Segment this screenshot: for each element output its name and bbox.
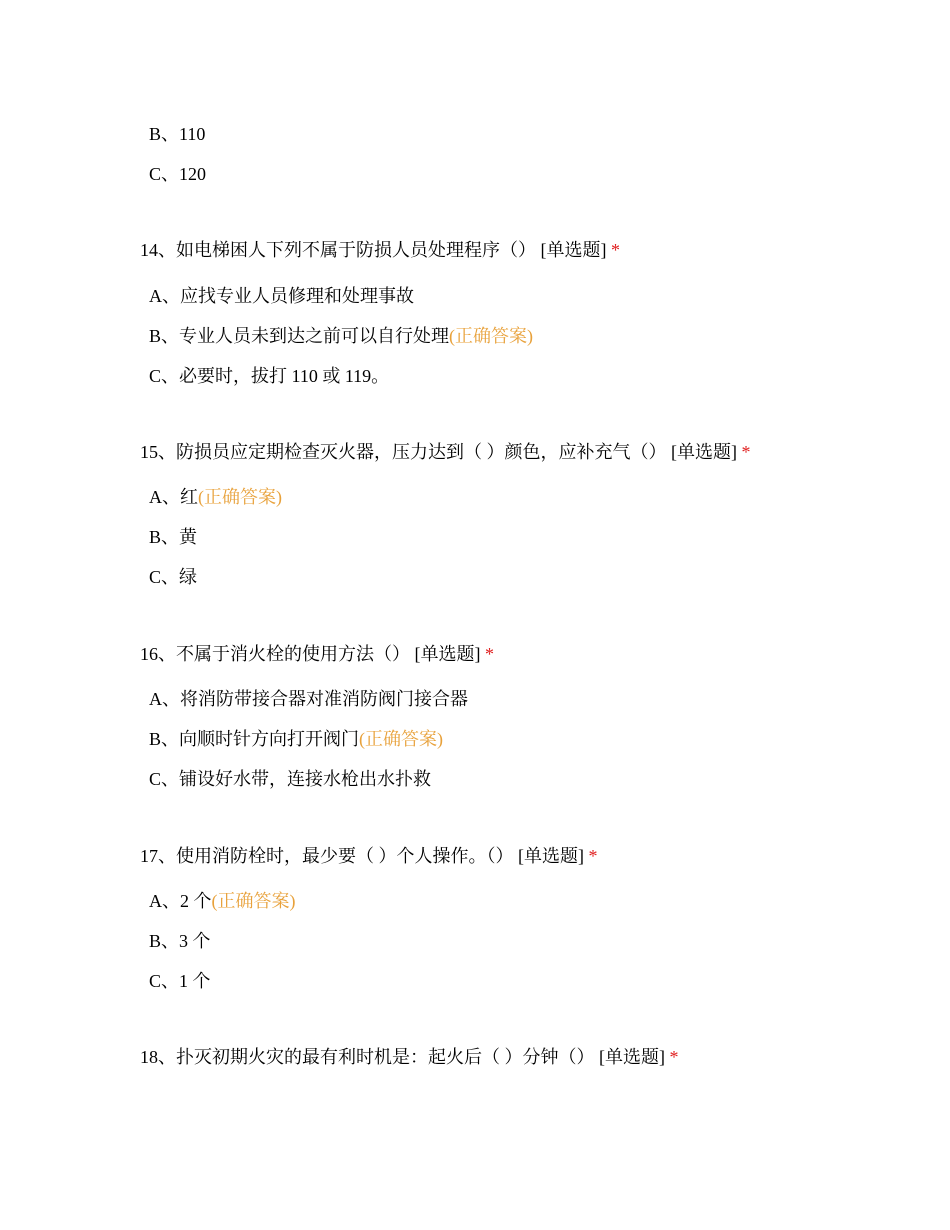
option-text: B、110: [149, 124, 206, 144]
option-item: [149, 324, 533, 348]
option-item: [149, 162, 206, 186]
option-item: [149, 565, 197, 589]
question-type-tag: [单选题]: [671, 442, 737, 462]
question-title: [140, 440, 751, 464]
question-title: [140, 238, 620, 262]
question-title: [140, 642, 494, 666]
option-text: B、黄: [149, 527, 198, 547]
required-mark: *: [485, 644, 494, 664]
option-item: [149, 767, 431, 791]
question-title: [140, 844, 598, 868]
option-text: C、必要时，拔打 110 或 119。: [149, 366, 390, 386]
question-text: 15、防损员应定期检查灭火器，压力达到（ ）颜色，应补充气（）: [140, 442, 667, 462]
required-mark: *: [588, 846, 598, 866]
question-text: 18、扑灭初期火灾的最有利时机是：起火后（ ）分钟（）: [140, 1047, 595, 1067]
option-item: [149, 122, 205, 146]
option-item: [149, 929, 211, 953]
question-type-tag: [单选题]: [414, 644, 481, 664]
option-text: A、红: [149, 487, 198, 507]
option-text: C、120: [149, 164, 207, 184]
question-text: 17、使用消防栓时，最少要（ ）个人操作。（）: [140, 846, 514, 866]
option-text: B、向顺时针方向打开阀门: [149, 729, 360, 749]
option-text: A、2 个: [149, 891, 212, 911]
question-type-tag: [单选题]: [518, 846, 584, 866]
option-item: [149, 485, 282, 509]
option-text: B、3 个: [149, 931, 211, 951]
option-text: A、应找专业人员修理和处理事故: [149, 286, 414, 306]
required-mark: *: [669, 1047, 679, 1067]
question-text: 16、不属于消火栓的使用方法（）: [140, 644, 410, 664]
option-item: [149, 889, 296, 913]
required-mark: *: [611, 240, 620, 260]
option-item: [149, 727, 443, 751]
correct-answer-tag: (正确答案): [359, 729, 444, 749]
option-text: C、1 个: [149, 971, 211, 991]
required-mark: *: [741, 442, 751, 462]
correct-answer-tag: (正确答案): [198, 487, 282, 507]
option-item: [149, 687, 468, 711]
question-type-tag: [单选题]: [540, 240, 607, 260]
question-title: [140, 1045, 679, 1069]
question-text: 14、如电梯困人下列不属于防损人员处理程序（）: [140, 240, 536, 260]
correct-answer-tag: (正确答案): [449, 326, 534, 346]
option-item: [149, 284, 414, 308]
option-text: B、专业人员未到达之前可以自行处理: [149, 326, 450, 346]
option-item: [149, 525, 197, 549]
question-type-tag: [单选题]: [599, 1047, 665, 1067]
option-item: [149, 969, 211, 993]
option-item: [149, 364, 389, 388]
option-text: C、铺设好水带，连接水枪出水扑救: [149, 769, 432, 789]
option-text: A、将消防带接合器对准消防阀门接合器: [149, 689, 468, 709]
correct-answer-tag: (正确答案): [211, 891, 296, 911]
option-text: C、绿: [149, 567, 198, 587]
